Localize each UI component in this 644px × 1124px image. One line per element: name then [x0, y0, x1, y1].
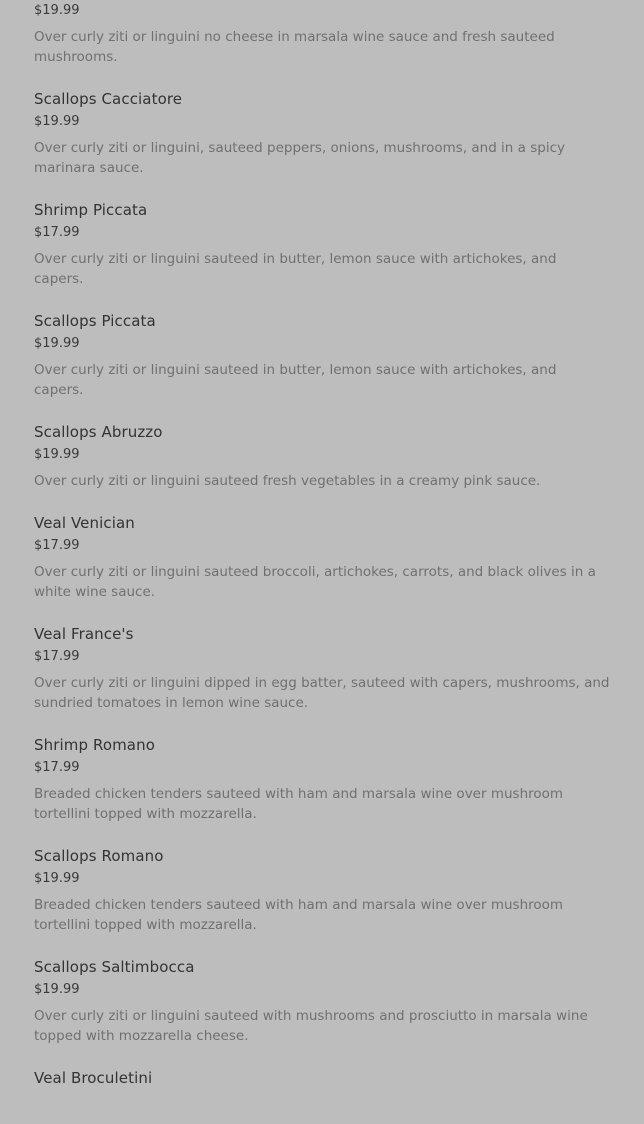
menu-item — [34, 957, 610, 1046]
menu-item-name: Veal Broculetini — [34, 1069, 153, 1087]
menu-item — [34, 0, 610, 67]
menu-item-price: $17.99 — [34, 649, 80, 664]
menu-item-description: Over curly ziti or linguini sauteed broccoli, artichokes, carrots, and black olives in a white wine sauce. — [34, 564, 596, 600]
menu-item-description: Breaded chicken tenders sauteed with ham and marsala wine over mushroom tortellini topped with mozzarella. — [34, 786, 564, 822]
menu-item-price: $19.99 — [34, 114, 80, 129]
menu-item — [34, 1068, 610, 1088]
menu-item-description: Over curly ziti or linguini sauteed in butter, lemon sauce with artichokes, and capers. — [34, 251, 557, 287]
menu-item-price: $17.99 — [34, 760, 80, 775]
menu-item-description: Over curly ziti or linguini no cheese in marsala wine sauce and fresh sauteed mushrooms. — [34, 29, 555, 65]
menu-item-price: $17.99 — [34, 538, 80, 553]
menu-item — [34, 200, 610, 289]
menu-item-name: Scallops Abruzzo — [34, 423, 163, 441]
menu-item-price: $19.99 — [34, 336, 80, 351]
menu-item-description: Over curly ziti or linguini sauteed in butter, lemon sauce with artichokes, and capers. — [34, 362, 557, 398]
menu-item-price: $19.99 — [34, 982, 80, 997]
menu-item — [34, 513, 610, 602]
menu-item-description: Over curly ziti or linguini dipped in egg batter, sauteed with capers, mushrooms, and sundried tomatoes in lemon wine sauce. — [34, 675, 610, 711]
menu-item-name: Veal Venician — [34, 514, 135, 532]
menu-item-description: Over curly ziti or linguini sauteed fresh vegetables in a creamy pink sauce. — [34, 473, 541, 489]
menu-item-description: Breaded chicken tenders sauteed with ham and marsala wine over mushroom tortellini topped with mozzarella. — [34, 897, 564, 933]
menu-item-name: Scallops Piccata — [34, 312, 156, 330]
menu-item-price: $19.99 — [34, 447, 80, 462]
menu-item-price: $19.99 — [34, 3, 80, 18]
menu-item-name: Shrimp Romano — [34, 736, 155, 754]
menu-item-name: Scallops Saltimbocca — [34, 958, 195, 976]
menu-item — [34, 846, 610, 935]
menu-item — [34, 624, 610, 713]
menu-item-price: $19.99 — [34, 871, 80, 886]
menu-item-name: Scallops Cacciatore — [34, 90, 183, 108]
menu-item-description: Over curly ziti or linguini sauteed with mushrooms and prosciutto in marsala wine topped with mozzarella cheese. — [34, 1008, 588, 1044]
menu-item — [34, 422, 610, 491]
menu-item-name: Veal France's — [34, 625, 134, 643]
menu-list — [34, 0, 610, 1110]
menu-item-name: Scallops Romano — [34, 847, 164, 865]
menu-item-name: Shrimp Piccata — [34, 201, 148, 219]
menu-item — [34, 89, 610, 178]
menu-item-description: Over curly ziti or linguini, sauteed peppers, onions, mushrooms, and in a spicy marinara sauce. — [34, 140, 565, 176]
menu-item-price: $17.99 — [34, 225, 80, 240]
menu-item — [34, 735, 610, 824]
menu-item — [34, 311, 610, 400]
